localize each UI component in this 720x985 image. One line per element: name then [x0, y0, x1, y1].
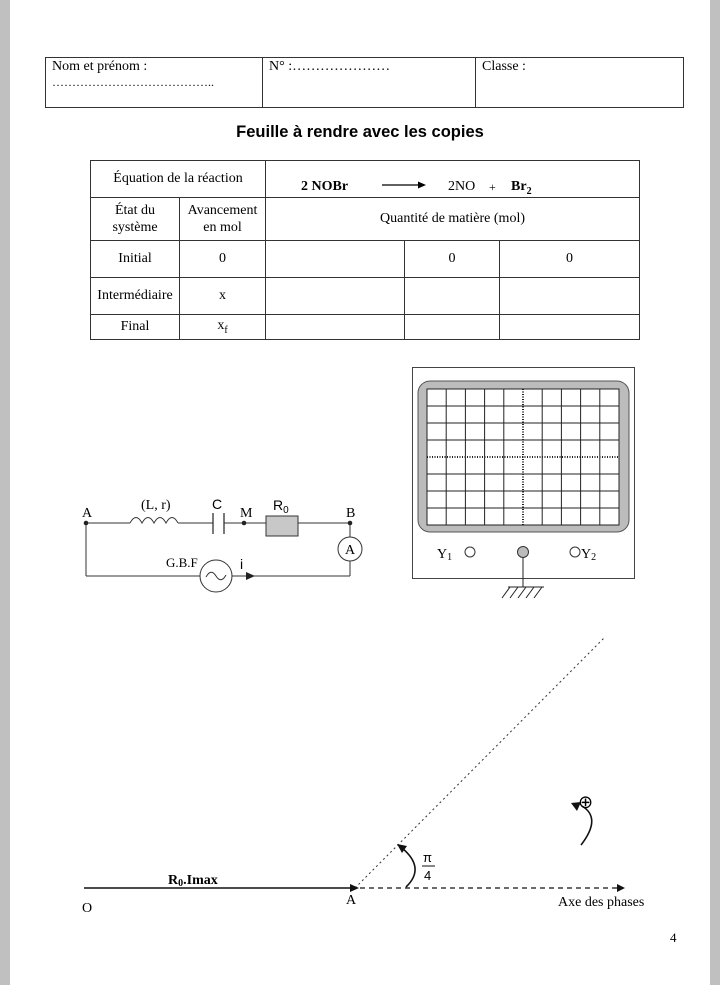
- table-row: [91, 315, 640, 340]
- plus-sign: +: [489, 180, 496, 194]
- r-sub: 0: [283, 505, 289, 516]
- vector-label-rest: .Imax: [183, 873, 218, 888]
- inductor-icon: [130, 518, 178, 524]
- table-row: [91, 241, 640, 278]
- vector-label-base: R: [168, 873, 179, 888]
- vector-label: [168, 873, 218, 889]
- label-current: i: [240, 556, 244, 572]
- quantity-nobr-cell[interactable]: [266, 315, 405, 340]
- page-number: 4: [670, 930, 677, 945]
- page-title: Feuille à rendre avec les copies: [236, 123, 484, 141]
- state-cell: Initial: [91, 241, 180, 278]
- name-cell[interactable]: [46, 58, 263, 108]
- class-cell[interactable]: [476, 58, 684, 108]
- header-quantity: Quantité de matière (mol): [266, 198, 640, 241]
- reactant: 2 NOBr: [301, 179, 349, 194]
- label-resistor: [273, 497, 289, 516]
- oscilloscope: [410, 365, 640, 605]
- phasor-dotted-line: [355, 637, 605, 888]
- quantity-nobr-cell[interactable]: [266, 278, 405, 315]
- channel2-input-icon[interactable]: [570, 547, 580, 557]
- current-arrow-icon: [246, 572, 255, 580]
- label-inductor: (L, r): [141, 498, 171, 513]
- resistor-icon: [266, 516, 298, 536]
- angle-denominator: 4: [424, 868, 432, 883]
- product-no: 2NO: [448, 179, 476, 194]
- y1-sub: 1: [447, 552, 453, 563]
- y2-base: Y: [581, 547, 592, 562]
- channel1-input-icon[interactable]: [465, 547, 475, 557]
- r-base: R: [273, 497, 284, 513]
- circuit-diagram: [10, 490, 390, 600]
- advancement-cell: x: [180, 278, 266, 315]
- angle-numerator: π: [423, 850, 432, 865]
- equation-cell: [266, 161, 640, 198]
- angle-arc-icon: [402, 848, 415, 887]
- name-dots: …………………………………..: [52, 75, 214, 89]
- br-base: Br: [511, 179, 527, 194]
- quantity-br2-cell[interactable]: [500, 315, 640, 340]
- quantity-no-cell[interactable]: [405, 278, 500, 315]
- quantity-no-cell[interactable]: 0: [405, 241, 500, 278]
- vector-label-sub: 0: [178, 878, 184, 889]
- advancement-base: x: [217, 318, 225, 334]
- worksheet-page: [10, 0, 710, 985]
- y1-base: Y: [437, 547, 448, 562]
- positive-sense-icon: ⊕: [578, 792, 594, 812]
- equation-label-text: Équation de la réaction: [113, 171, 243, 186]
- name-label: Nom et prénom :: [52, 59, 148, 74]
- advancement-sub: f: [224, 324, 228, 336]
- ground-terminal-icon[interactable]: [518, 547, 529, 558]
- quantity-br2-cell[interactable]: [500, 278, 640, 315]
- number-label: N° :…………………: [269, 59, 391, 74]
- node-m-icon: [242, 521, 247, 526]
- vector-arrow-icon: [350, 884, 359, 892]
- origin-label: O: [82, 901, 93, 916]
- header-advancement: Avancement en mol: [180, 198, 266, 241]
- phase-axis-arrow-icon: [617, 884, 625, 892]
- quantity-no-cell[interactable]: [405, 315, 500, 340]
- class-label: Classe :: [482, 59, 526, 74]
- phasor-diagram: [10, 620, 710, 920]
- number-cell[interactable]: [263, 58, 476, 108]
- label-ammeter: A: [345, 543, 356, 558]
- student-id-table: [45, 57, 684, 108]
- advancement-cell: [180, 315, 266, 340]
- label-generator: G.B.F: [166, 555, 198, 570]
- label-capacitor: C: [212, 496, 223, 512]
- phase-axis-label: Axe des phases: [558, 895, 645, 910]
- y2-sub: 2: [591, 552, 597, 563]
- state-cell: Final: [91, 315, 180, 340]
- equation-label: [91, 161, 266, 198]
- advancement-cell: 0: [180, 241, 266, 278]
- node-a-icon: [84, 521, 89, 526]
- table-row: [91, 278, 640, 315]
- point-a-label: A: [346, 893, 357, 908]
- product-br2: [511, 179, 532, 197]
- br-sub: 2: [526, 185, 532, 197]
- label-a: A: [82, 506, 93, 521]
- label-b: B: [346, 506, 356, 521]
- label-m: M: [240, 506, 253, 521]
- quantity-br2-cell[interactable]: 0: [500, 241, 640, 278]
- state-cell: Intermédiaire: [91, 278, 180, 315]
- quantity-nobr-cell[interactable]: [266, 241, 405, 278]
- node-b-icon: [348, 521, 353, 526]
- header-state: État du système: [91, 198, 180, 241]
- reaction-table: [90, 160, 640, 340]
- reaction-arrow-icon: [381, 180, 427, 190]
